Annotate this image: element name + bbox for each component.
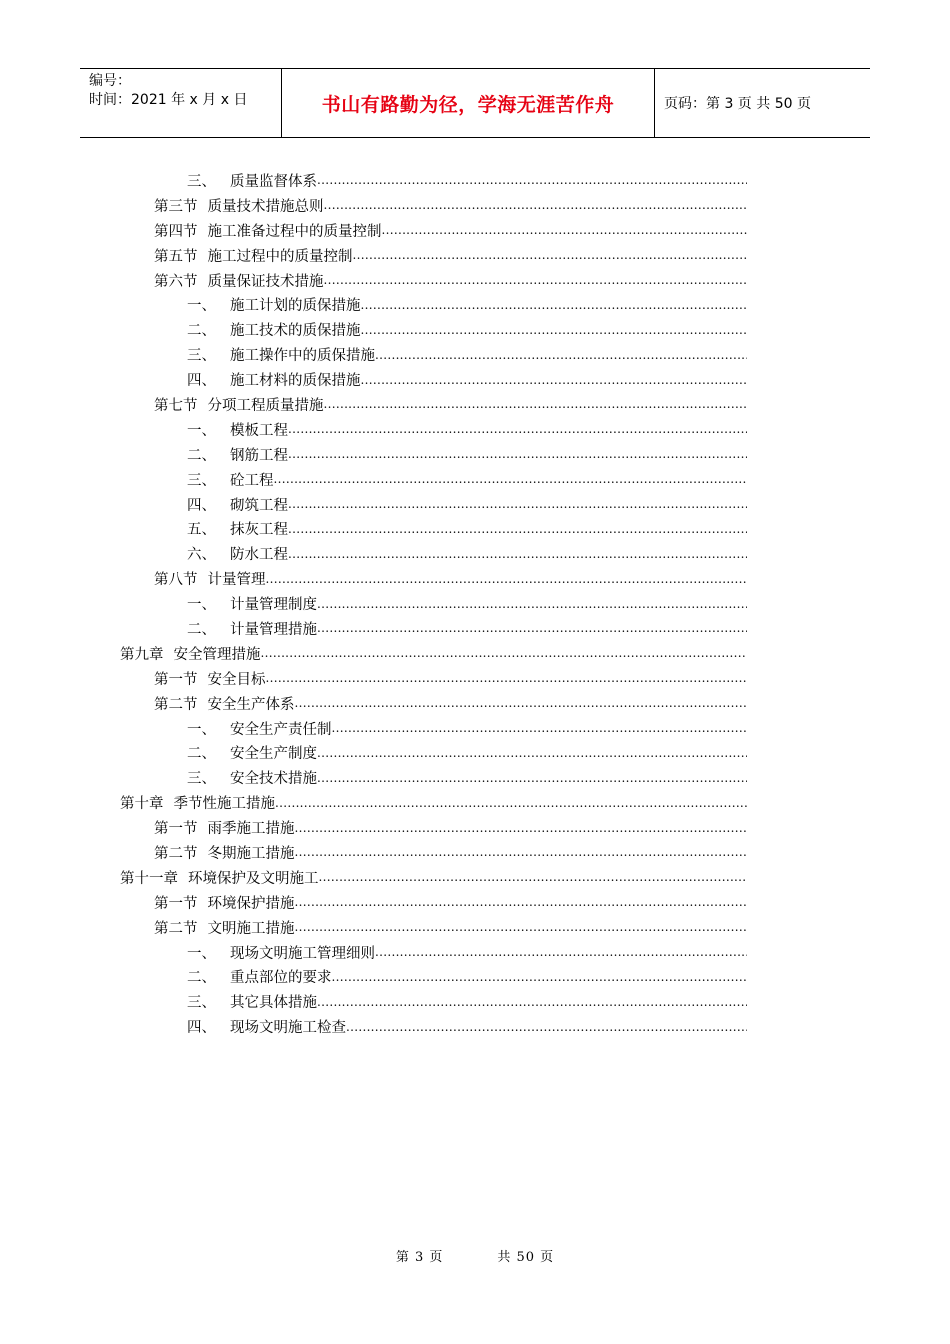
toc-entry-label: 二、 [187, 447, 216, 464]
toc-entry-label: 第八节 [154, 572, 198, 589]
toc-entry[interactable] [187, 765, 747, 790]
toc-entry[interactable] [154, 566, 747, 591]
toc-entry[interactable] [187, 940, 747, 965]
toc-entry-title: 重点部位的要求 [230, 970, 332, 987]
toc-dot-leader [332, 970, 748, 984]
toc-entry-label: 三、 [187, 472, 216, 489]
toc-entry-label: 三、 [187, 995, 216, 1012]
toc-dot-leader [288, 447, 747, 461]
toc-dot-leader [324, 273, 748, 287]
footer-total-pages: 共 50 页 [497, 1250, 555, 1265]
toc-entry-title: 环境保护及文明施工 [188, 870, 319, 887]
toc-entry-label: 第六节 [154, 273, 198, 290]
toc-entry-label: 六、 [187, 547, 216, 564]
toc-entry-label: 五、 [187, 522, 216, 539]
toc-entry[interactable] [154, 890, 747, 915]
toc-entry-label: 第五节 [154, 248, 198, 265]
toc-entry-label: 三、 [187, 348, 216, 365]
toc-entry[interactable] [154, 691, 747, 716]
toc-entry-title: 环境保护措施 [207, 895, 295, 912]
page-footer [0, 1246, 950, 1265]
toc-entry[interactable] [187, 467, 747, 492]
toc-entry-label: 二、 [187, 323, 216, 340]
toc-entry-label: 二、 [187, 970, 216, 987]
toc-dot-leader [317, 746, 747, 760]
toc-entry[interactable] [154, 666, 747, 691]
toc-entry-label: 四、 [187, 1020, 216, 1037]
toc-entry-title: 施工过程中的质量控制 [207, 248, 353, 265]
toc-dot-leader [361, 298, 748, 312]
toc-entry[interactable] [154, 268, 747, 293]
toc-entry[interactable] [154, 840, 747, 865]
toc-entry[interactable] [154, 243, 747, 268]
toc-dot-leader [295, 920, 748, 934]
toc-entry-title: 质量技术措施总则 [207, 198, 324, 215]
toc-entry-title: 现场文明施工检查 [230, 1020, 346, 1037]
toc-entry[interactable] [187, 417, 747, 442]
toc-entry-label: 第七节 [154, 397, 198, 414]
toc-entry[interactable] [187, 740, 747, 765]
header-page-info: 页码：第 3 页 共 50 页 [664, 96, 811, 112]
toc-entry[interactable] [187, 292, 747, 317]
toc-entry-label: 三、 [187, 173, 216, 190]
toc-entry-label: 第一节 [154, 821, 198, 838]
toc-entry-label: 第十一章 [120, 870, 178, 887]
toc-entry-label: 二、 [187, 621, 216, 638]
toc-entry[interactable] [120, 641, 747, 666]
toc-entry[interactable] [154, 193, 747, 218]
toc-entry[interactable] [187, 367, 747, 392]
toc-dot-leader [295, 821, 748, 835]
toc-entry[interactable] [187, 1014, 747, 1039]
document-number-label: 编号： [89, 73, 131, 89]
toc-dot-leader [375, 945, 747, 959]
toc-dot-leader [317, 995, 747, 1009]
toc-entry-label: 第四节 [154, 223, 198, 240]
toc-entry[interactable] [154, 218, 747, 243]
toc-entry-title: 砌筑工程 [230, 497, 288, 514]
toc-dot-leader [274, 472, 748, 486]
toc-dot-leader [288, 497, 747, 511]
table-of-contents [0, 168, 950, 1039]
toc-dot-leader [346, 1020, 747, 1034]
toc-entry-label: 第二节 [154, 920, 198, 937]
toc-entry[interactable] [187, 317, 747, 342]
toc-dot-leader [275, 796, 747, 810]
toc-entry[interactable] [187, 442, 747, 467]
toc-entry-title: 安全技术措施 [230, 771, 317, 788]
toc-dot-leader [324, 397, 748, 411]
toc-entry-label: 一、 [187, 298, 216, 315]
toc-entry-label: 一、 [187, 422, 216, 439]
toc-entry-title: 安全生产责任制 [230, 721, 332, 738]
toc-entry-label: 第二节 [154, 845, 198, 862]
toc-entry-title: 防水工程 [230, 547, 288, 564]
toc-entry[interactable] [187, 516, 747, 541]
toc-entry-label: 第二节 [154, 696, 198, 713]
document-date: 时间：2021 年 x 月 x 日 [89, 92, 248, 108]
toc-entry[interactable] [154, 815, 747, 840]
toc-entry-title: 安全目标 [207, 671, 266, 688]
toc-entry[interactable] [187, 616, 747, 641]
toc-entry[interactable] [187, 492, 747, 517]
toc-entry-label: 第一节 [154, 895, 198, 912]
toc-entry-title: 抹灰工程 [230, 522, 288, 539]
toc-dot-leader [361, 323, 748, 337]
toc-entry-title: 雨季施工措施 [207, 821, 295, 838]
toc-dot-leader [266, 671, 748, 685]
toc-dot-leader [295, 696, 748, 710]
toc-dot-leader [317, 173, 747, 187]
toc-entry-title: 施工计划的质保措施 [230, 298, 361, 315]
toc-entry-title: 施工准备过程中的质量控制 [207, 223, 382, 240]
toc-entry[interactable] [187, 541, 747, 566]
toc-entry[interactable] [154, 392, 747, 417]
toc-dot-leader [375, 348, 747, 362]
toc-entry-title: 安全管理措施 [173, 646, 261, 663]
page-header [80, 68, 870, 138]
header-motto: 书山有路勤为径，学海无涯苦作舟 [282, 69, 655, 137]
toc-dot-leader [288, 422, 747, 436]
toc-dot-leader [261, 646, 748, 660]
toc-entry-title: 其它具体措施 [230, 995, 317, 1012]
toc-entry-title: 质量保证技术措施 [207, 273, 324, 290]
toc-entry-label: 四、 [187, 497, 216, 514]
toc-entry[interactable] [120, 790, 747, 815]
toc-entry-label: 一、 [187, 945, 216, 962]
toc-entry-label: 四、 [187, 373, 216, 390]
footer-page-number: 第 3 页 [395, 1250, 444, 1265]
toc-entry-title: 施工技术的质保措施 [230, 323, 361, 340]
toc-dot-leader [317, 597, 747, 611]
toc-dot-leader [295, 845, 748, 859]
toc-entry-title: 季节性施工措施 [173, 796, 275, 813]
toc-dot-leader [361, 373, 748, 387]
toc-entry-label: 第十章 [120, 796, 164, 813]
toc-entry[interactable] [187, 168, 747, 193]
toc-dot-leader [382, 223, 748, 237]
toc-dot-leader [324, 198, 748, 212]
toc-entry-title: 安全生产制度 [230, 746, 317, 763]
toc-entry[interactable] [187, 591, 747, 616]
toc-entry-title: 计量管理 [207, 572, 266, 589]
toc-entry[interactable] [187, 716, 747, 741]
toc-dot-leader [317, 621, 747, 635]
toc-entry-title: 安全生产体系 [207, 696, 295, 713]
toc-dot-leader [353, 248, 748, 262]
toc-entry-title: 施工操作中的质保措施 [230, 348, 375, 365]
toc-entry-label: 第三节 [154, 198, 198, 215]
toc-entry-label: 一、 [187, 721, 216, 738]
toc-entry-title: 文明施工措施 [207, 920, 295, 937]
toc-entry-title: 质量监督体系 [230, 173, 317, 190]
toc-entry-label: 二、 [187, 746, 216, 763]
toc-entry-label: 一、 [187, 597, 216, 614]
toc-entry[interactable] [120, 865, 747, 890]
toc-entry-label: 三、 [187, 771, 216, 788]
toc-entry-title: 施工材料的质保措施 [230, 373, 361, 390]
toc-entry-title: 计量管理制度 [230, 597, 317, 614]
toc-entry-title: 计量管理措施 [230, 621, 317, 638]
toc-dot-leader [295, 895, 748, 909]
toc-entry[interactable] [187, 342, 747, 367]
header-meta [80, 69, 282, 137]
toc-dot-leader [266, 572, 748, 586]
toc-entry-title: 砼工程 [230, 472, 274, 489]
toc-entry-title: 模板工程 [230, 422, 288, 439]
toc-dot-leader [319, 870, 748, 884]
toc-entry-title: 现场文明施工管理细则 [230, 945, 375, 962]
toc-dot-leader [288, 522, 747, 536]
toc-entry[interactable] [187, 965, 747, 990]
toc-entry-title: 冬期施工措施 [207, 845, 295, 862]
toc-entry[interactable] [187, 989, 747, 1014]
toc-entry-label: 第九章 [120, 646, 164, 663]
toc-entry-title: 分项工程质量措施 [207, 397, 324, 414]
toc-dot-leader [288, 547, 747, 561]
toc-dot-leader [332, 721, 748, 735]
toc-entry[interactable] [154, 915, 747, 940]
toc-dot-leader [317, 771, 747, 785]
toc-entry-title: 钢筋工程 [230, 447, 288, 464]
toc-entry-label: 第一节 [154, 671, 198, 688]
